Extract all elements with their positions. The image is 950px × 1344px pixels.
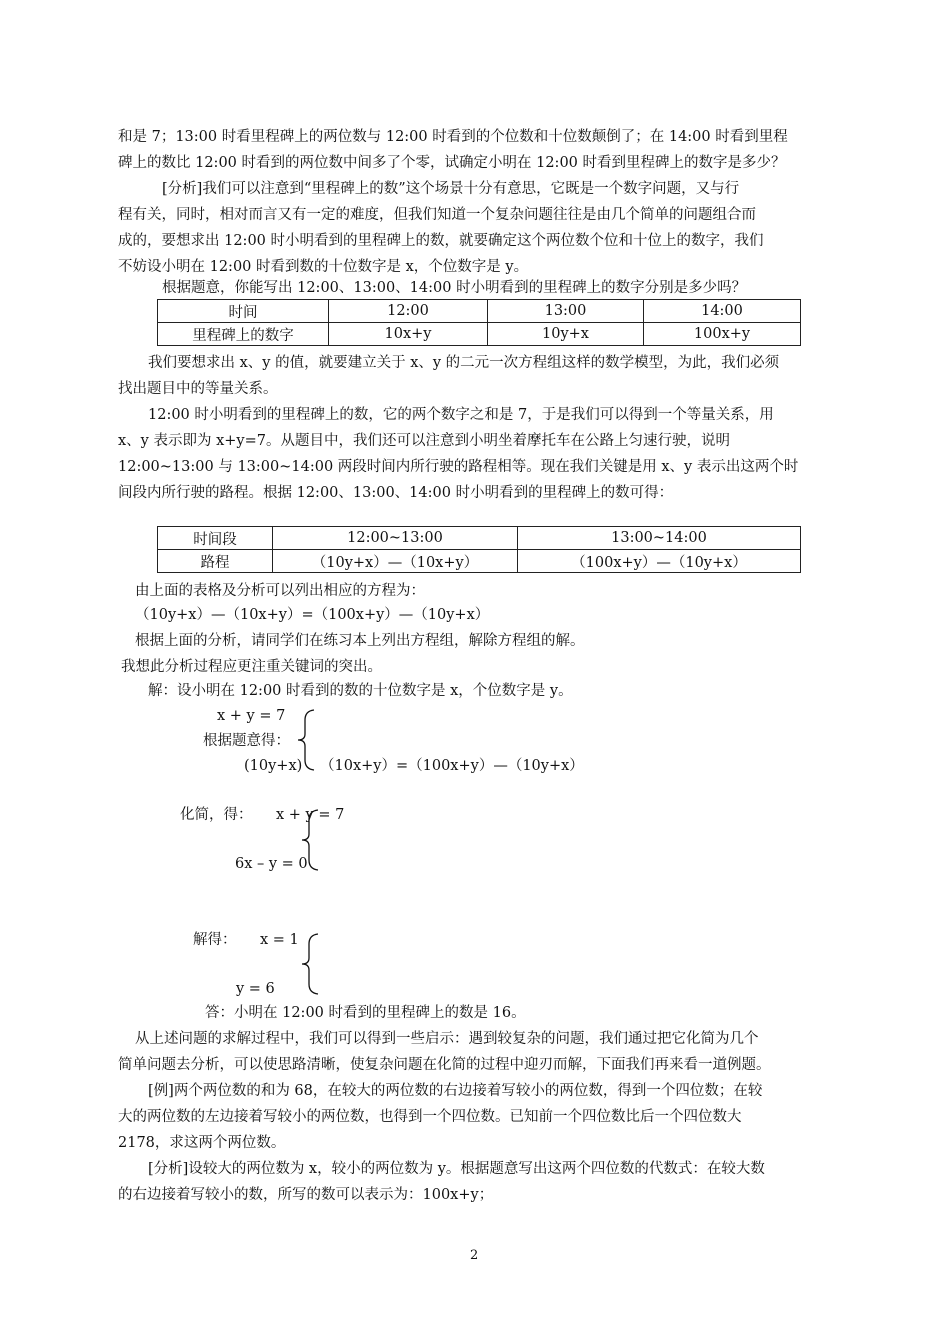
table-cell: 14:00 (644, 300, 801, 323)
table-cell: 13:00 (488, 300, 644, 323)
system-equation: y = 6 (236, 981, 275, 997)
paragraph-line: 找出题目中的等量关系。 (118, 381, 278, 397)
paragraph-line: 不妨设小明在 12:00 时看到数的十位数字是 x，个位数字是 y。 (118, 259, 529, 275)
paragraph-line: 成的，要想求出 12:00 时小明看到的里程碑上的数，就要确定这个两位数个位和十位上的数字，我们 (118, 233, 764, 249)
table-cell: 里程碑上的数字 (158, 323, 329, 346)
table-cell: （10y+x）—（10x+y） (273, 550, 518, 573)
table-cell: 100x+y (644, 323, 801, 346)
paragraph-line: [分析]设较大的两位数为 x，较小的两位数为 y。根据题意写出这两个四位数的代数式：在较大数 (148, 1161, 765, 1177)
paragraph-line: 从上述问题的求解过程中，我们可以得到一些启示：遇到较复杂的问题，我们通过把它化简为几个 (135, 1031, 759, 1047)
system-label: 根据题意得： (203, 733, 290, 749)
system-equation: （10x+y）=（100x+y）—（10y+x） (320, 758, 584, 774)
page-number: 2 (470, 1248, 479, 1263)
brace-icon (298, 808, 322, 872)
paragraph-line: 和是 7；13:00 时看里程碑上的两位数与 12:00 时看到的个位数和十位数颠倒了；在 14:00 时看到里程 (118, 129, 788, 145)
brace-icon (298, 932, 322, 996)
distance-table (157, 526, 801, 573)
table-row (158, 323, 801, 346)
answer-line: 答：小明在 12:00 时看到的里程碑上的数是 16。 (205, 1005, 526, 1021)
paragraph-line: 根据题意，你能写出 12:00、13:00、14:00 时小明看到的里程碑上的数字分别是多少吗？ (162, 280, 747, 296)
system-label: 解得： (193, 932, 237, 948)
paragraph-line: [例]两个两位数的和为 68，在较大的两位数的右边接着写较小的两位数，得到一个四位数；在较 (148, 1083, 763, 1099)
paragraph-line: 12:00~13:00 与 13:00~14:00 两段时间内所行驶的路程相等。现在我们关键是用 x、y 表示出这两个时 (118, 459, 799, 475)
paragraph-line: 我想此分析过程应更注重关键词的突出。 (121, 659, 382, 675)
paragraph-line: 解：设小明在 12:00 时看到的数的十位数字是 x，个位数字是 y。 (148, 683, 573, 699)
table-header-row (158, 300, 801, 323)
paragraph-line: 碑上的数比 12:00 时看到的两位数中间多了个零，试确定小明在 12:00 时看到里程碑上的数字是多少？ (118, 155, 786, 171)
table-cell: 12:00 (329, 300, 488, 323)
table-cell: 13:00~14:00 (518, 527, 801, 550)
table-cell: 时间段 (158, 527, 273, 550)
equation-line: （10y+x）—（10x+y）=（100x+y）—（10y+x） (135, 607, 490, 623)
paragraph-line: 我们要想求出 x、y 的值，就要建立关于 x、y 的二元一次方程组这样的数学模型，为此，我们必须 (148, 355, 780, 371)
paragraph-line: 的右边接着写较小的数，所写的数可以表示为：100x+y； (118, 1187, 494, 1203)
table-cell: 10y+x (488, 323, 644, 346)
table-cell: （100x+y）—（10y+x） (518, 550, 801, 573)
table-cell: 路程 (158, 550, 273, 573)
system-equation: x + y = 7 (217, 708, 286, 724)
table-cell: 时间 (158, 300, 329, 323)
table-cell: 10x+y (329, 323, 488, 346)
table-cell: 12:00~13:00 (273, 527, 518, 550)
paragraph-line: 12:00 时小明看到的里程碑上的数，它的两个数字之和是 7，于是我们可以得到一个等量关系，用 (148, 407, 774, 423)
paragraph-line: 2178，求这两个两位数。 (118, 1135, 286, 1151)
milestone-table (157, 299, 801, 346)
system-equation: x = 1 (260, 932, 299, 948)
system-equation: 6x – y = 0 (235, 856, 308, 872)
system-equation: x + y = 7 (276, 807, 345, 823)
paragraph-line: 根据上面的分析，请同学们在练习本上列出方程组，解除方程组的解。 (135, 633, 585, 649)
brace-icon (294, 708, 318, 772)
table-row (158, 550, 801, 573)
paragraph-line: [分析]我们可以注意到“里程碑上的数”这个场景十分有意思，它既是一个数字问题，又与行 (162, 181, 740, 197)
paragraph-line: 程有关，同时，相对而言又有一定的难度，但我们知道一个复杂问题往往是由几个简单的问题组合而 (118, 207, 756, 223)
paragraph-line: 简单问题去分析，可以使思路清晰，使复杂问题在化简的过程中迎刃而解，下面我们再来看一道例题。 (118, 1057, 771, 1073)
paragraph-line: 由上面的表格及分析可以列出相应的方程为： (135, 583, 425, 599)
system-equation: (10y+x) (244, 758, 303, 774)
system-label: 化简，得： (180, 807, 253, 823)
table-header-row (158, 527, 801, 550)
paragraph-line: 大的两位数的左边接着写较小的两位数，也得到一个四位数。已知前一个四位数比后一个四位数大 (118, 1109, 742, 1125)
paragraph-line: x、y 表示即为 x+y=7。从题目中，我们还可以注意到小明坐着摩托车在公路上匀速行驶，说明 (118, 433, 730, 449)
paragraph-line: 间段内所行驶的路程。根据 12:00、13:00、14:00 时小明看到的里程碑上的数可得： (118, 485, 674, 501)
